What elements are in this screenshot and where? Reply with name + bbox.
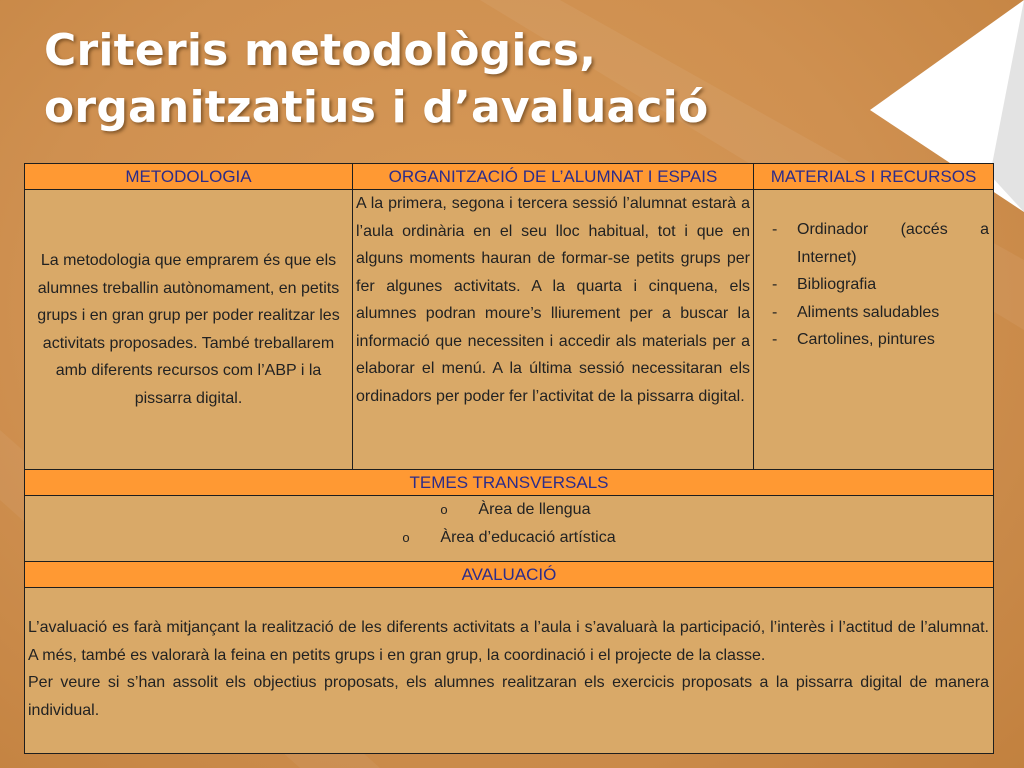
avaluacio-cell xyxy=(25,588,994,754)
temes-content-row xyxy=(25,496,994,562)
criteria-table xyxy=(24,163,994,754)
list-item xyxy=(402,496,615,524)
list-item xyxy=(772,216,989,244)
material-item: Bibliografia xyxy=(797,276,877,293)
slide-title xyxy=(44,22,804,136)
material-item: Ordinador (accés a xyxy=(797,221,989,238)
material-item: Cartolines, pintures xyxy=(797,331,935,348)
header-materials: MATERIALS I RECURSOS xyxy=(754,164,994,190)
material-item: Internet) xyxy=(797,248,857,266)
tema-item: Àrea d’educació artística xyxy=(440,529,616,546)
metodologia-cell xyxy=(25,190,353,470)
list-item xyxy=(772,326,989,354)
temes-cell xyxy=(25,496,994,562)
header-organitzacio: ORGANITZACIÓ DE L’ALUMNAT I ESPAIS xyxy=(353,164,754,190)
header-metodologia: METODOLOGIA xyxy=(25,164,353,190)
dash-bullet: - xyxy=(772,331,778,348)
list-item xyxy=(772,299,989,327)
list-item xyxy=(772,244,989,272)
header-temes: TEMES TRANSVERSALS xyxy=(25,470,994,496)
tema-item: Àrea de llengua xyxy=(478,501,591,518)
temes-list xyxy=(402,496,615,552)
materials-list xyxy=(772,216,989,354)
dash-bullet: - xyxy=(772,221,778,238)
dash-bullet: - xyxy=(772,276,778,293)
header-avaluacio: AVALUACIÓ xyxy=(25,562,994,588)
circle-bullet-icon: o xyxy=(402,530,410,545)
avaluacio-header-row xyxy=(25,562,994,588)
title-line-2: organitzatius i d’avaluació xyxy=(44,82,709,133)
material-item: Aliments saludables xyxy=(797,303,940,321)
circle-bullet-icon: o xyxy=(440,502,448,517)
avaluacio-content-row xyxy=(25,588,994,754)
list-item xyxy=(772,271,989,299)
temes-header-row xyxy=(25,470,994,496)
avaluacio-paragraph-1: L’avaluació es farà mitjançant la realització de les diferents activitats a l’aula i s’avaluarà la participació, l’interès i l’actitud de l’alumnat. A més, també es valorarà la feina en petits grups i en gran grup, la coordinació i el projecte de la classe. xyxy=(28,619,989,664)
dash-bullet: - xyxy=(772,303,778,321)
organitzacio-text: A la primera, segona i tercera sessió l’alumnat estarà a l’aula ordinària en el seu lloc habitual, tot i que en alguns moments hauran de formar-se petits grups per fer algunes activitats. A la quarta i cinquena, els alumnes podran moure’s lliurement per a buscar la informació que necessiten i accedir als materials per a elaborar el menú. A la última sessió necessitaran els ordinadors per poder fer l’activitat de la pissarra digital. xyxy=(356,195,750,405)
list-item xyxy=(402,524,615,552)
materials-cell xyxy=(754,190,994,470)
organitzacio-cell xyxy=(353,190,754,470)
avaluacio-paragraph-2: Per veure si s’han assolit els objectius proposats, els alumnes realitzaran els exercicis proposats a la pissarra digital de manera individual. xyxy=(28,674,989,719)
table-header-row xyxy=(25,164,994,190)
metodologia-text: La metodologia que emprarem és que els alumnes treballin autònomament, en petits grups i en gran grup per poder realitzar les activitats proposades. També treballarem amb diferents recursos com l’ABP i la pissarra digital. xyxy=(37,252,340,407)
title-line-1: Criteris metodològics, xyxy=(44,25,597,76)
table-content-row xyxy=(25,190,994,470)
